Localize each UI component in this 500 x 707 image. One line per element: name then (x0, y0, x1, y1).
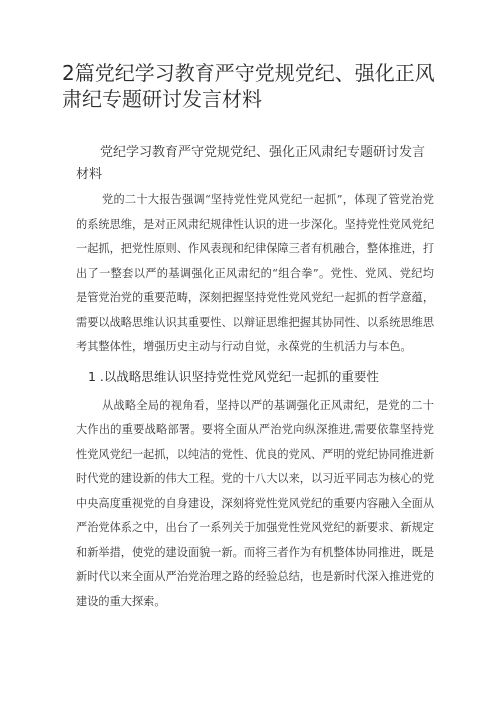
document-body (76, 142, 434, 614)
section-paragraph: 从战略全局的视角看，坚持以严的基调强化正风肃纪，是党的二十大作出的重要战略部署。要将全面从严治党向纵深推进,需要依靠坚持党性党风党纪一起抓，以纯洁的党性、优良的党风、严明的党纪协同推进新时代党的建设新的伟大工程。党的十八大以来，以习近平同志为核心的党中央高度重视党的自身建设，深刻将党性党风党纪的重要内容融入全面从严治党体系之中，出台了一系列关于加强党性党风党纪的新要求、新规定和新举措，使党的建设面貌一新。而将三者作为有机整体协同推进，既是新时代以来全面从严治党治理之路的经验总结，也是新时代深入推进党的建设的重大探索。 (76, 398, 435, 608)
document-subtitle: 党纪学习教育严守党规党纪、强化正风肃纪专题研讨发言材料 (76, 145, 426, 182)
document-title: 2篇党纪学习教育严守党规党纪、强化正风肃纪专题研讨发言材料 (62, 61, 435, 111)
intro-paragraph: 党的二十大报告强调“坚持党性党风党纪一起抓”，体现了管党治党的系统思维，是对正风肃纪规律性认识的进一步深化。坚持党性党风党纪一起抓，把党性原则、作风表现和纪律保障三者有机融合，整体推进，打出了一整套以严的基调强化正风肃纪的“组合拳”。党性、党风、党纪均是管党治党的重要范畴，深刻把握坚持党性党风党纪一起抓的哲学意蕴，需要以战略思维认识其重要性、以辩证思维把握其协同性、以系统思维思考其整体性，增强历史主动与行动自觉，永葆党的生机活力与本色。 (76, 193, 435, 353)
section-heading: 1 .以战略思维认识坚持党性党风党纪一起抓的重要性 (88, 368, 379, 384)
